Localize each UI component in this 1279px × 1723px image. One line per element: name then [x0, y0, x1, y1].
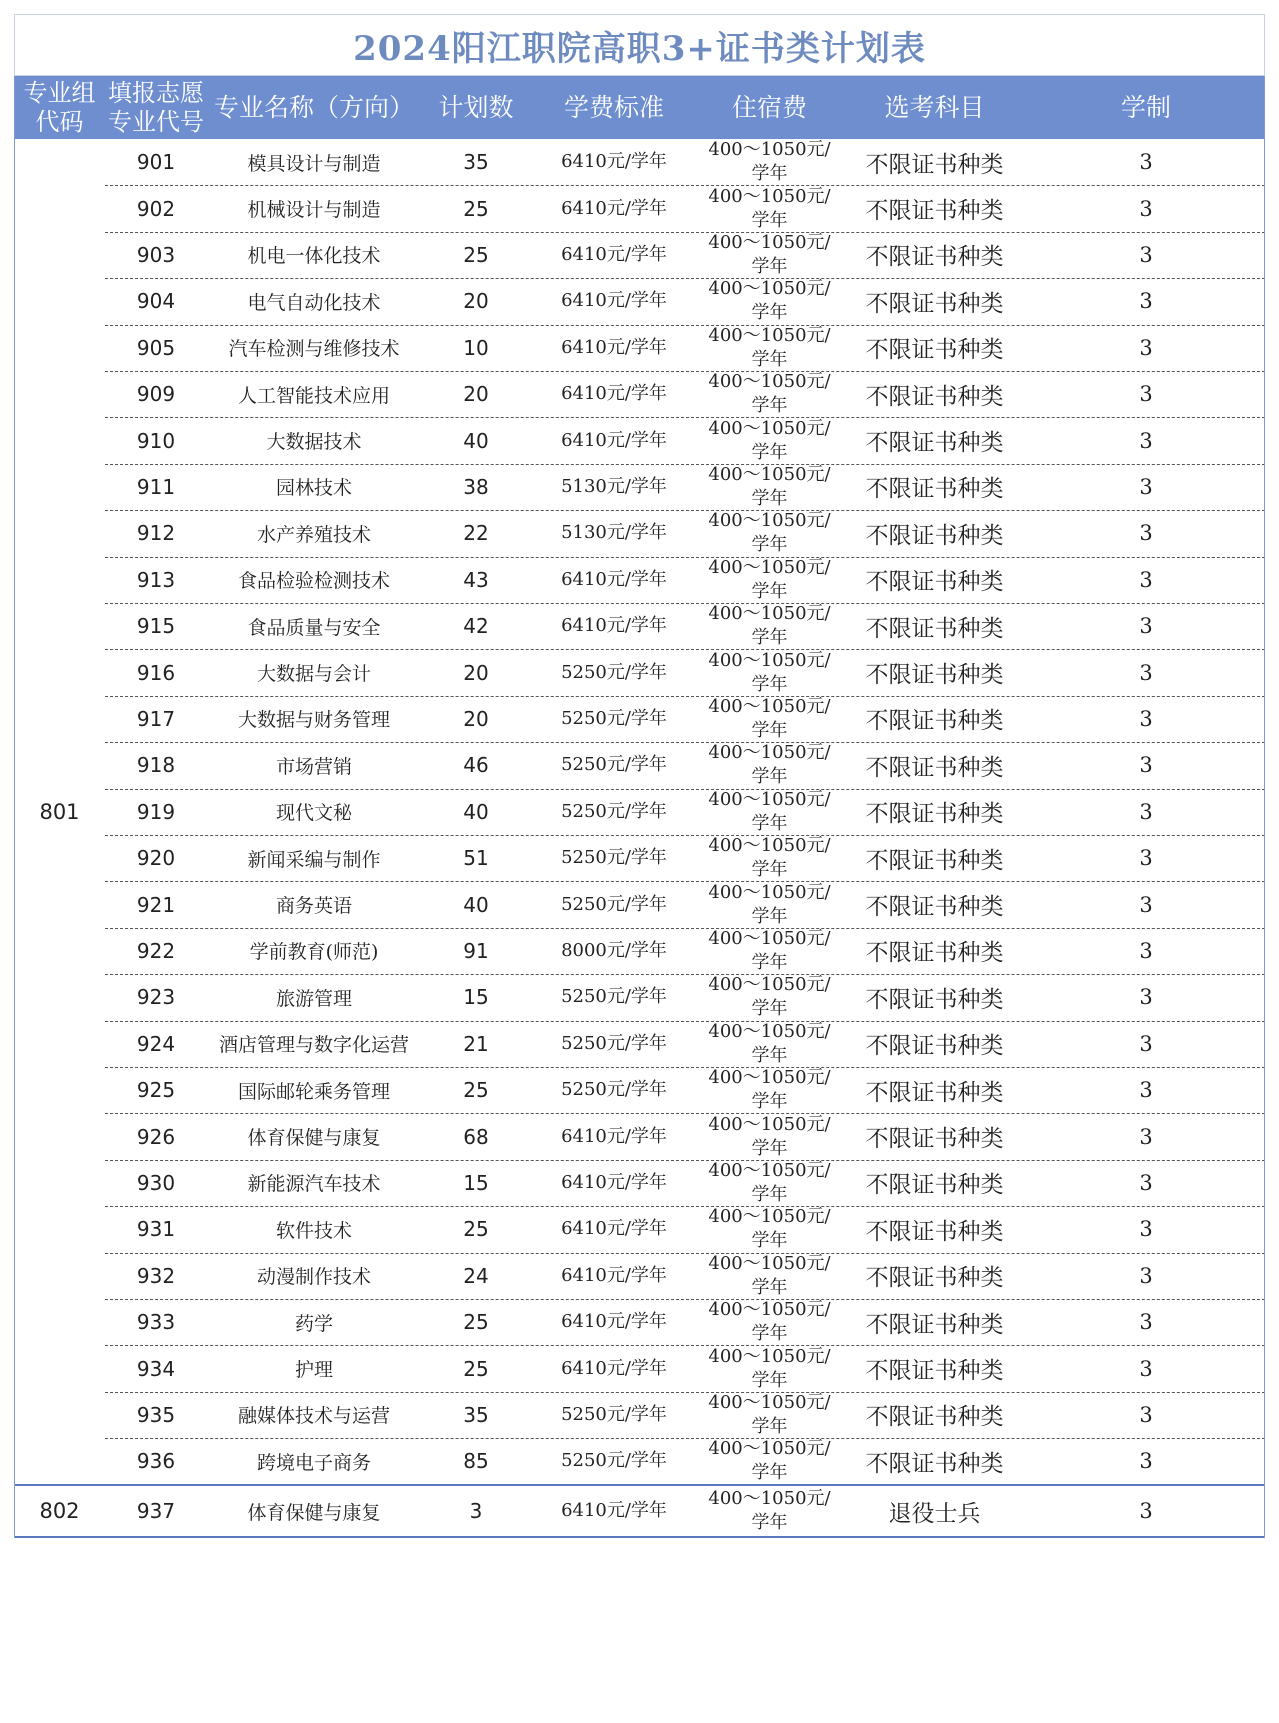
dorm-fee-cell: 400～1050元/学年 — [708, 928, 831, 973]
tuition-cell: 6410元/学年 — [561, 1264, 667, 1286]
subject-cell: 退役士兵 — [888, 1500, 981, 1527]
table-row — [14, 1299, 1265, 1345]
years-cell: 3 — [1139, 567, 1153, 592]
table-row — [14, 278, 1265, 324]
column-border — [14, 76, 15, 1538]
tuition-cell: 6410元/学年 — [561, 1311, 667, 1333]
table-row — [14, 1160, 1265, 1206]
major-code-cell: 930 — [136, 1170, 176, 1195]
plan-count-cell: 15 — [463, 985, 489, 1010]
major-code-cell: 916 — [136, 660, 176, 685]
major-name-cell: 药学 — [294, 1312, 333, 1335]
subject-cell: 不限证书种类 — [865, 847, 1004, 874]
tuition-cell: 6410元/学年 — [561, 1125, 667, 1147]
dorm-fee-cell: 400～1050元/学年 — [708, 881, 831, 927]
subject-cell: 不限证书种类 — [865, 754, 1004, 781]
subject-cell: 不限证书种类 — [865, 662, 1004, 689]
major-code-cell: 934 — [136, 1356, 176, 1381]
tuition-cell: 5130元/学年 — [561, 522, 667, 544]
plan-count-cell: 68 — [463, 1124, 489, 1149]
years-cell: 3 — [1139, 474, 1153, 499]
years-cell: 3 — [1139, 1124, 1153, 1149]
tuition-cell: 6410元/学年 — [561, 151, 667, 173]
plan-count-cell: 25 — [463, 242, 489, 267]
plan-count-cell: 42 — [463, 614, 489, 639]
major-name-cell: 机械设计与制造 — [247, 199, 381, 222]
table-row — [14, 696, 1265, 742]
table-row — [14, 1253, 1265, 1299]
table-row — [14, 928, 1265, 974]
major-name-cell: 汽车检测与维修技术 — [228, 338, 400, 361]
table-row — [14, 1206, 1265, 1252]
subject-cell: 不限证书种类 — [865, 708, 1004, 735]
header-tuition: 学费标准 — [563, 93, 664, 122]
major-name-cell: 旅游管理 — [275, 987, 352, 1010]
major-code-cell: 901 — [136, 150, 176, 175]
major-name-cell: 体育保健与康复 — [247, 1501, 381, 1524]
dorm-fee-cell: 400～1050元/学年 — [708, 1345, 831, 1391]
tuition-cell: 6410元/学年 — [561, 1357, 667, 1379]
subject-cell: 不限证书种类 — [865, 337, 1004, 364]
dorm-fee-cell: 400～1050元/学年 — [708, 510, 831, 556]
major-name-cell: 园林技术 — [275, 477, 352, 500]
table-row — [14, 1438, 1265, 1484]
table-row — [14, 649, 1265, 695]
major-name-cell: 软件技术 — [275, 1219, 352, 1242]
plan-count-cell: 35 — [463, 1402, 489, 1427]
subject-cell: 不限证书种类 — [865, 198, 1004, 225]
table-row — [14, 1067, 1265, 1113]
subject-cell: 不限证书种类 — [865, 1033, 1004, 1060]
table-row — [14, 835, 1265, 881]
table-row — [14, 1345, 1265, 1391]
major-code-cell: 926 — [136, 1124, 176, 1149]
years-cell: 3 — [1139, 1217, 1153, 1242]
dorm-fee-cell: 400～1050元/学年 — [708, 1067, 831, 1113]
plan-count-cell: 85 — [463, 1449, 489, 1474]
header-subject: 选考科目 — [884, 93, 985, 122]
major-name-cell: 现代文秘 — [275, 802, 352, 825]
subject-cell: 不限证书种类 — [865, 244, 1004, 271]
major-code-cell: 936 — [136, 1449, 176, 1474]
years-cell: 3 — [1139, 1356, 1153, 1381]
table-row — [14, 557, 1265, 603]
plan-count-cell: 25 — [463, 1310, 489, 1335]
plan-count-cell: 40 — [463, 799, 489, 824]
table-row — [14, 603, 1265, 649]
major-code-cell: 902 — [136, 196, 176, 221]
subject-cell: 不限证书种类 — [865, 383, 1004, 410]
years-cell: 3 — [1139, 799, 1153, 824]
years-cell: 3 — [1139, 938, 1153, 963]
dorm-fee-cell: 400～1050元/学年 — [708, 417, 831, 463]
subject-cell: 不限证书种类 — [865, 615, 1004, 642]
subject-cell: 不限证书种类 — [865, 1218, 1004, 1245]
plan-count-cell: 10 — [463, 335, 489, 360]
years-cell: 3 — [1139, 1402, 1153, 1427]
years-cell: 3 — [1139, 289, 1153, 314]
major-name-cell: 电气自动化技术 — [247, 291, 381, 314]
dorm-fee-cell: 400～1050元/学年 — [708, 556, 831, 602]
tuition-cell: 6410元/学年 — [561, 290, 667, 312]
major-code-cell: 917 — [136, 706, 176, 731]
major-name-cell: 大数据技术 — [266, 431, 362, 454]
subject-cell: 不限证书种类 — [865, 1172, 1004, 1199]
column-border — [1264, 76, 1265, 1538]
dorm-fee-cell: 400～1050元/学年 — [708, 1392, 831, 1437]
tuition-cell: 5250元/学年 — [561, 893, 667, 915]
dorm-fee-cell: 400～1050元/学年 — [708, 139, 831, 185]
major-code-cell: 922 — [136, 938, 176, 963]
tuition-cell: 5250元/学年 — [561, 1450, 667, 1472]
group-code-cell: 802 — [39, 1499, 80, 1524]
years-cell: 3 — [1139, 1078, 1153, 1103]
years-cell: 3 — [1139, 846, 1153, 871]
major-name-cell: 食品质量与安全 — [247, 616, 381, 639]
major-code-cell: 932 — [136, 1263, 176, 1288]
plan-count-cell: 20 — [463, 382, 489, 407]
dorm-fee-cell: 400～1050元/学年 — [708, 742, 831, 788]
dorm-fee-cell: 400～1050元/学年 — [708, 788, 831, 834]
years-cell: 3 — [1139, 242, 1153, 267]
major-code-cell: 915 — [136, 614, 176, 639]
major-code-cell: 918 — [136, 753, 176, 778]
dorm-fee-cell: 400～1050元/学年 — [708, 603, 831, 649]
plan-count-cell: 40 — [463, 892, 489, 917]
dorm-fee-cell: 400～1050元/学年 — [708, 464, 831, 509]
subject-cell: 不限证书种类 — [865, 569, 1004, 596]
subject-cell: 不限证书种类 — [865, 801, 1004, 828]
major-name-cell: 食品检验检测技术 — [237, 570, 390, 593]
plan-count-cell: 25 — [463, 1078, 489, 1103]
table-row — [14, 881, 1265, 927]
years-cell: 3 — [1139, 1263, 1153, 1288]
years-cell: 3 — [1139, 892, 1153, 917]
dorm-fee-cell: 400～1050元/学年 — [708, 371, 831, 417]
major-code-cell: 912 — [136, 521, 176, 546]
major-name-cell: 新闻采编与制作 — [247, 848, 381, 871]
major-code-cell: 924 — [136, 1031, 176, 1056]
table-row — [14, 232, 1265, 278]
major-name-cell: 人工智能技术应用 — [237, 384, 390, 407]
plan-count-cell: 22 — [463, 521, 489, 546]
table-row — [14, 742, 1265, 788]
major-code-cell: 935 — [136, 1402, 176, 1427]
subject-cell: 不限证书种类 — [865, 151, 1004, 178]
table-row — [14, 789, 1265, 835]
major-name-cell: 大数据与财务管理 — [237, 709, 390, 732]
table-row — [14, 1392, 1265, 1438]
major-code-cell: 925 — [136, 1078, 176, 1103]
plan-sheet — [14, 14, 1265, 1711]
page-title: 2024阳江职院高职3+证书类计划表 — [353, 28, 926, 69]
subject-cell: 不限证书种类 — [865, 986, 1004, 1013]
table-row — [14, 1113, 1265, 1159]
header-major-name: 专业名称（方向） — [213, 93, 414, 122]
header-dorm: 住宿费 — [731, 93, 807, 122]
plan-count-cell: 20 — [463, 706, 489, 731]
major-name-cell: 模具设计与制造 — [247, 152, 381, 175]
major-code-cell: 931 — [136, 1217, 176, 1242]
dorm-fee-cell: 400～1050元/学年 — [708, 1020, 831, 1066]
years-cell: 3 — [1139, 521, 1153, 546]
years-cell: 3 — [1139, 335, 1153, 360]
header-years: 学制 — [1120, 93, 1171, 122]
major-code-cell: 905 — [136, 335, 176, 360]
years-cell: 3 — [1139, 1310, 1153, 1335]
subject-cell: 不限证书种类 — [865, 522, 1004, 549]
subject-cell: 不限证书种类 — [865, 1358, 1004, 1385]
years-cell: 3 — [1139, 1449, 1153, 1474]
dorm-fee-cell: 400～1050元/学年 — [708, 185, 831, 231]
major-name-cell: 大数据与会计 — [256, 663, 371, 686]
major-code-cell: 937 — [136, 1499, 176, 1524]
major-name-cell: 商务英语 — [275, 895, 352, 918]
subject-cell: 不限证书种类 — [865, 1404, 1004, 1431]
plan-count-cell: 20 — [463, 289, 489, 314]
subject-cell: 不限证书种类 — [865, 430, 1004, 457]
major-code-cell: 903 — [136, 242, 176, 267]
table-row — [14, 1021, 1265, 1067]
years-cell: 3 — [1139, 660, 1153, 685]
header-plan: 计划数 — [438, 93, 514, 122]
tuition-cell: 6410元/学年 — [561, 429, 667, 451]
group-divider — [14, 1536, 1265, 1538]
dorm-fee-cell: 400～1050元/学年 — [708, 1299, 831, 1345]
subject-cell: 不限证书种类 — [865, 940, 1004, 967]
years-cell: 3 — [1139, 1499, 1153, 1524]
table-row — [14, 139, 1265, 185]
major-name-cell: 学前教育(师范) — [249, 941, 379, 964]
table-row — [14, 325, 1265, 371]
dorm-fee-cell: 400～1050元/学年 — [708, 324, 831, 370]
years-cell: 3 — [1139, 706, 1153, 731]
dorm-fee-cell: 400～1050元/学年 — [708, 649, 831, 695]
dorm-fee-cell: 400～1050元/学年 — [708, 1252, 831, 1298]
header-major-code: 填报志愿专业代号 — [108, 78, 204, 136]
subject-cell: 不限证书种类 — [865, 1265, 1004, 1292]
major-name-cell: 新能源汽车技术 — [247, 1173, 381, 1196]
plan-count-cell: 51 — [463, 846, 489, 871]
table-row — [14, 417, 1265, 463]
dorm-fee-cell: 400～1050元/学年 — [708, 1113, 831, 1159]
years-cell: 3 — [1139, 196, 1153, 221]
years-cell: 3 — [1139, 1170, 1153, 1195]
major-code-cell: 913 — [136, 567, 176, 592]
tuition-cell: 5250元/学年 — [561, 847, 667, 869]
dorm-fee-cell: 400～1050元/学年 — [708, 278, 831, 324]
tuition-cell: 8000元/学年 — [561, 939, 667, 961]
tuition-cell: 5130元/学年 — [561, 475, 667, 497]
major-code-cell: 910 — [136, 428, 176, 453]
plan-count-cell: 25 — [463, 1356, 489, 1381]
group-code-cell: 801 — [39, 799, 80, 824]
plan-count-cell: 40 — [463, 428, 489, 453]
plan-count-cell: 91 — [463, 938, 489, 963]
years-cell: 3 — [1139, 614, 1153, 639]
major-name-cell: 护理 — [294, 1359, 333, 1382]
tuition-cell: 6410元/学年 — [561, 1500, 667, 1522]
header-group-code: 专业组代码 — [23, 78, 96, 136]
plan-count-cell: 38 — [463, 474, 489, 499]
major-code-cell: 904 — [136, 289, 176, 314]
dorm-fee-cell: 400～1050元/学年 — [708, 232, 831, 277]
years-cell: 3 — [1139, 150, 1153, 175]
tuition-cell: 6410元/学年 — [561, 197, 667, 219]
plan-count-cell: 24 — [463, 1263, 489, 1288]
tuition-cell: 6410元/学年 — [561, 383, 667, 405]
table-row — [14, 974, 1265, 1020]
major-code-cell: 909 — [136, 382, 176, 407]
major-code-cell: 911 — [136, 474, 176, 499]
dorm-fee-cell: 400～1050元/学年 — [708, 1206, 831, 1252]
table-row — [14, 371, 1265, 417]
table-header — [14, 76, 1265, 139]
tuition-cell: 6410元/学年 — [561, 1171, 667, 1193]
tuition-cell: 5250元/学年 — [561, 1403, 667, 1425]
tuition-cell: 5250元/学年 — [561, 661, 667, 683]
major-name-cell: 国际邮轮乘务管理 — [237, 1080, 390, 1103]
tuition-cell: 5250元/学年 — [561, 986, 667, 1008]
plan-count-cell: 43 — [463, 567, 489, 592]
dorm-fee-cell: 400～1050元/学年 — [708, 835, 831, 881]
major-name-cell: 机电一体化技术 — [247, 245, 381, 268]
dorm-fee-cell: 400～1050元/学年 — [708, 974, 831, 1020]
major-code-cell: 919 — [136, 799, 176, 824]
major-name-cell: 动漫制作技术 — [256, 1266, 371, 1289]
table-row — [14, 510, 1265, 556]
plan-count-cell: 46 — [463, 753, 489, 778]
table-row — [14, 185, 1265, 231]
major-name-cell: 市场营销 — [275, 755, 352, 778]
subject-cell: 不限证书种类 — [865, 290, 1004, 317]
subject-cell: 不限证书种类 — [865, 476, 1004, 503]
years-cell: 3 — [1139, 382, 1153, 407]
dorm-fee-cell: 400～1050元/学年 — [708, 1438, 831, 1484]
tuition-cell: 5250元/学年 — [561, 707, 667, 729]
title-bar — [14, 14, 1265, 76]
subject-cell: 不限证书种类 — [865, 1079, 1004, 1106]
plan-count-cell: 35 — [463, 150, 489, 175]
dorm-fee-cell: 400～1050元/学年 — [708, 1488, 831, 1534]
dorm-fee-cell: 400～1050元/学年 — [708, 1160, 831, 1205]
years-cell: 3 — [1139, 985, 1153, 1010]
subject-cell: 不限证书种类 — [865, 1311, 1004, 1338]
tuition-cell: 6410元/学年 — [561, 1218, 667, 1240]
major-name-cell: 酒店管理与数字化运营 — [218, 1034, 409, 1057]
major-name-cell: 跨境电子商务 — [256, 1451, 371, 1474]
tuition-cell: 5250元/学年 — [561, 754, 667, 776]
tuition-cell: 5250元/学年 — [561, 1032, 667, 1054]
major-name-cell: 水产养殖技术 — [256, 523, 371, 546]
major-code-cell: 923 — [136, 985, 176, 1010]
tuition-cell: 5250元/学年 — [561, 1079, 667, 1101]
major-name-cell: 融媒体技术与运营 — [237, 1405, 390, 1428]
subject-cell: 不限证书种类 — [865, 1126, 1004, 1153]
plan-count-cell: 25 — [463, 1217, 489, 1242]
plan-count-cell: 15 — [463, 1170, 489, 1195]
years-cell: 3 — [1139, 428, 1153, 453]
subject-cell: 不限证书种类 — [865, 1450, 1004, 1477]
plan-count-cell: 3 — [469, 1499, 483, 1524]
tuition-cell: 6410元/学年 — [561, 336, 667, 358]
tuition-cell: 6410元/学年 — [561, 243, 667, 265]
table-row — [14, 464, 1265, 510]
table-row — [14, 1485, 1265, 1538]
major-code-cell: 933 — [136, 1310, 176, 1335]
tuition-cell: 5250元/学年 — [561, 800, 667, 822]
major-code-cell: 920 — [136, 846, 176, 871]
major-code-cell: 921 — [136, 892, 176, 917]
plan-count-cell: 21 — [463, 1031, 489, 1056]
dorm-fee-cell: 400～1050元/学年 — [708, 696, 831, 741]
tuition-cell: 6410元/学年 — [561, 568, 667, 590]
years-cell: 3 — [1139, 753, 1153, 778]
subject-cell: 不限证书种类 — [865, 894, 1004, 921]
major-name-cell: 体育保健与康复 — [247, 1127, 381, 1150]
tuition-cell: 6410元/学年 — [561, 615, 667, 637]
years-cell: 3 — [1139, 1031, 1153, 1056]
plan-count-cell: 25 — [463, 196, 489, 221]
plan-count-cell: 20 — [463, 660, 489, 685]
